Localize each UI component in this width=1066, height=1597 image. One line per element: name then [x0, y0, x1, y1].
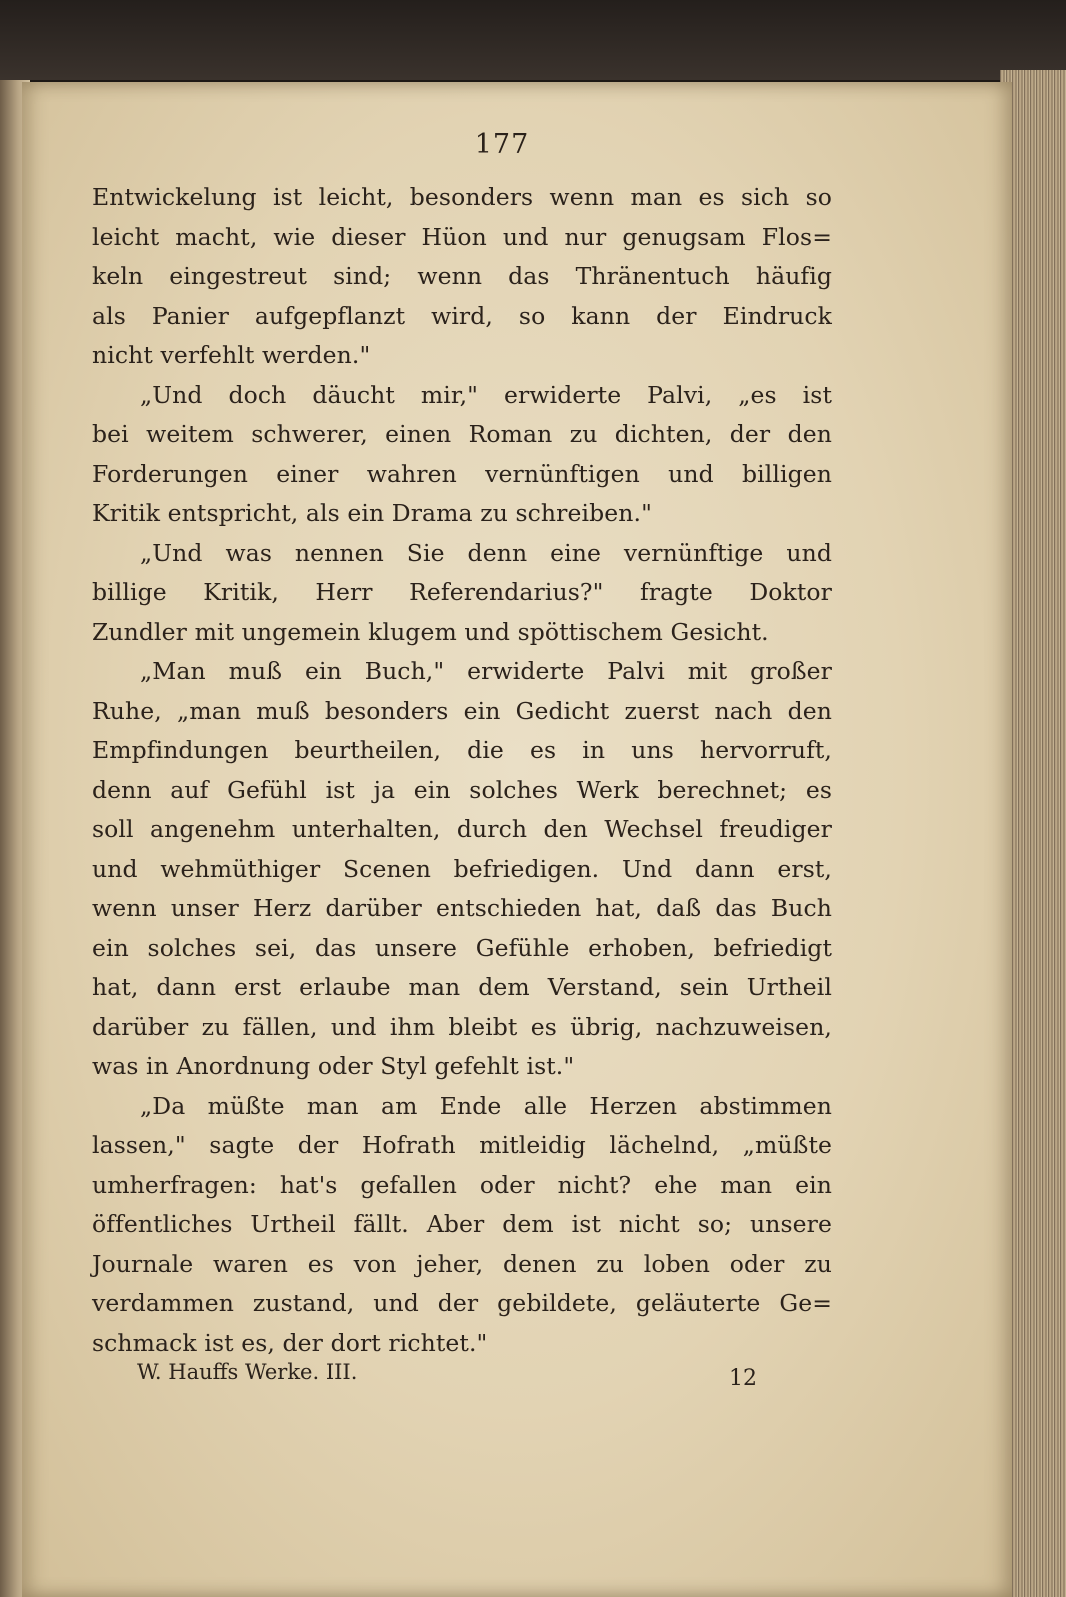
- text-line: wenn unser Herz darüber entschieden hat, daß das Buch: [92, 894, 832, 922]
- footer-signature: W. Hauffs Werke. III.: [137, 1360, 358, 1384]
- scan-background-top: [0, 0, 1066, 80]
- text-line: Ruhe, „man muß besonders ein Gedicht zuerst nach den: [92, 696, 832, 725]
- text-line: „Man muß ein Buch," erwiderte Palvi mit großer: [140, 657, 832, 685]
- text-line: keln eingestreut sind; wenn das Thränentuch häufig: [92, 262, 832, 290]
- text-line: als Panier aufgepflanzt wird, so kann der Eindruck: [92, 301, 832, 330]
- text-line: Kritik entspricht, als ein Drama zu schreiben.": [92, 499, 652, 527]
- text-line: Forderungen einer wahren vernünftigen und billigen: [92, 459, 832, 488]
- text-line: verdammen zustand, und der gebildete, geläuterte Ge=: [92, 1289, 832, 1317]
- text-line: „Da müßte man am Ende alle Herzen abstimmen: [140, 1091, 832, 1120]
- text-line: soll angenehm unterhalten, durch den Wechsel freudiger: [92, 815, 832, 843]
- text-line: und wehmüthiger Scenen befriedigen. Und dann erst,: [92, 854, 832, 883]
- text-line: Empfindungen beurtheilen, die es in uns hervorruft,: [92, 736, 832, 764]
- text-line: lassen," sagte der Hofrath mitleidig lächelnd, „müßte: [92, 1131, 832, 1159]
- text-line: Zundler mit ungemein klugem und spöttischem Gesicht.: [92, 617, 769, 646]
- text-line: umherfragen: hat's gefallen oder nicht? ehe man ein: [92, 1170, 832, 1199]
- text-line: schmack ist es, der dort richtet.": [92, 1328, 488, 1357]
- text-line: was in Anordnung oder Styl gefehlt ist.": [92, 1052, 575, 1080]
- text-line: öffentliches Urtheil fällt. Aber dem ist nicht so; unsere: [92, 1210, 832, 1238]
- text-line: darüber zu fällen, und ihm bleibt es übrig, nachzuweisen,: [92, 1012, 832, 1041]
- text-line: denn auf Gefühl ist ja ein solches Werk berechnet; es: [92, 775, 832, 804]
- text-line: billige Kritik, Herr Referendarius?" fragte Doktor: [92, 578, 832, 606]
- text-line: ein solches sei, das unsere Gefühle erhoben, befriedigt: [92, 933, 832, 962]
- page-sheet: [22, 82, 1012, 1597]
- text-line: „Und doch däucht mir," erwiderte Palvi, „es ist: [140, 380, 832, 409]
- page-number: 177: [474, 129, 530, 160]
- footer-sheet-number: 12: [729, 1366, 757, 1391]
- body-text: [92, 178, 832, 1363]
- text-line: nicht verfehlt werden.": [92, 341, 371, 369]
- text-line: hat, dann erst erlaube man dem Verstand, sein Urtheil: [92, 973, 832, 1001]
- text-line: bei weitem schwerer, einen Roman zu dichten, der den: [92, 420, 832, 448]
- text-line: „Und was nennen Sie denn eine vernünftige und: [140, 538, 832, 567]
- text-line: leicht macht, wie dieser Hüon und nur genugsam Flos=: [92, 222, 832, 251]
- page-footer: [137, 1352, 757, 1392]
- text-line: Entwickelung ist leicht, besonders wenn man es sich so: [92, 183, 832, 211]
- text-line: Journale waren es von jeher, denen zu loben oder zu: [92, 1249, 832, 1278]
